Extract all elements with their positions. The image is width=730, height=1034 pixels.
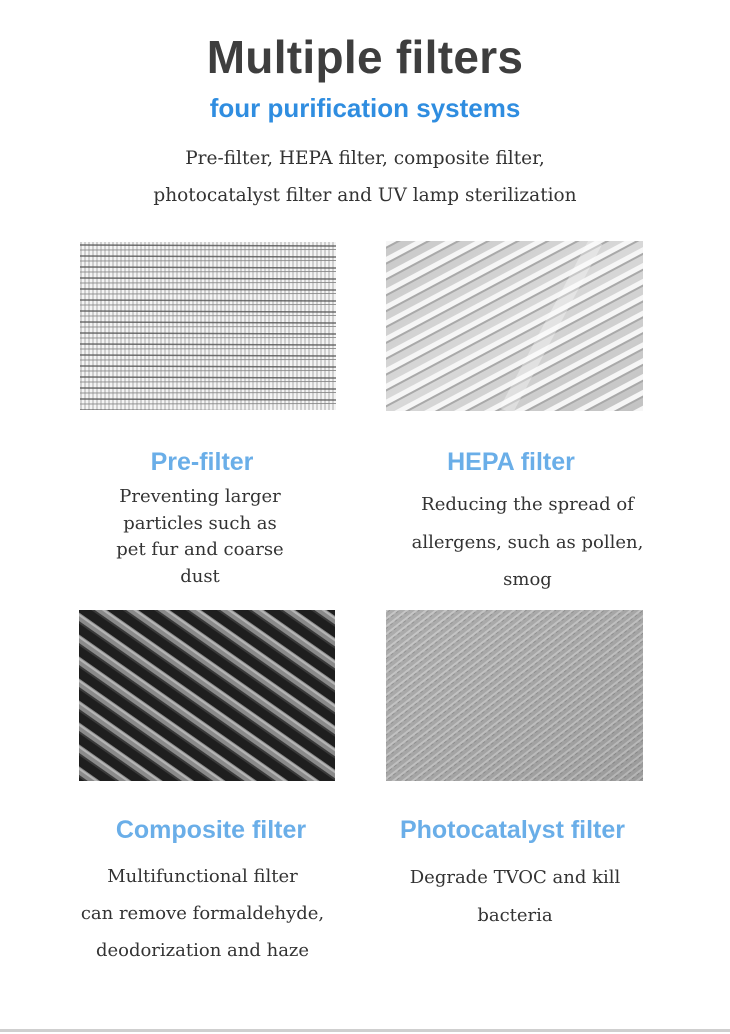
description-line: deodorization and haze bbox=[95, 940, 310, 961]
photocatalyst-filter-description bbox=[380, 859, 650, 935]
page-subtitle: four purification systems bbox=[209, 93, 521, 123]
description-line: Degrade TVOC and kill bbox=[409, 867, 621, 888]
intro-line: photocatalyst filter and UV lamp sterilization bbox=[153, 185, 577, 206]
description-line: can remove formaldehyde, bbox=[80, 903, 325, 924]
hepa-filter-description bbox=[390, 486, 665, 599]
description-line: Preventing larger bbox=[119, 486, 281, 507]
description-line: bacteria bbox=[477, 905, 553, 926]
pre-filter-photo bbox=[80, 242, 336, 410]
hepa-filter-title: HEPA filter bbox=[447, 448, 575, 476]
description-line: allergens, such as pollen, bbox=[411, 531, 644, 553]
description-line: pet fur and coarse bbox=[116, 539, 284, 560]
photocatalyst-filter-title: Photocatalyst filter bbox=[399, 816, 626, 844]
composite-filter-title: Composite filter bbox=[115, 816, 307, 844]
composite-filter-photo bbox=[79, 610, 335, 781]
intro-text bbox=[0, 140, 730, 214]
description-line: Reducing the spread of bbox=[421, 494, 634, 515]
description-line: dust bbox=[180, 565, 220, 587]
photocatalyst-filter-photo bbox=[386, 610, 643, 781]
pre-filter-description bbox=[70, 484, 330, 590]
intro-line: Pre-filter, HEPA filter, composite filter, bbox=[185, 148, 545, 169]
description-line: Multifunctional filter bbox=[107, 866, 298, 887]
page-title: Multiple filters bbox=[206, 31, 524, 83]
bottom-divider bbox=[0, 1029, 730, 1032]
description-line: particles such as bbox=[123, 512, 277, 534]
hepa-filter-photo bbox=[386, 241, 643, 411]
description-line: smog bbox=[503, 569, 552, 590]
pre-filter-title: Pre-filter bbox=[150, 448, 254, 476]
composite-filter-description bbox=[60, 858, 345, 969]
